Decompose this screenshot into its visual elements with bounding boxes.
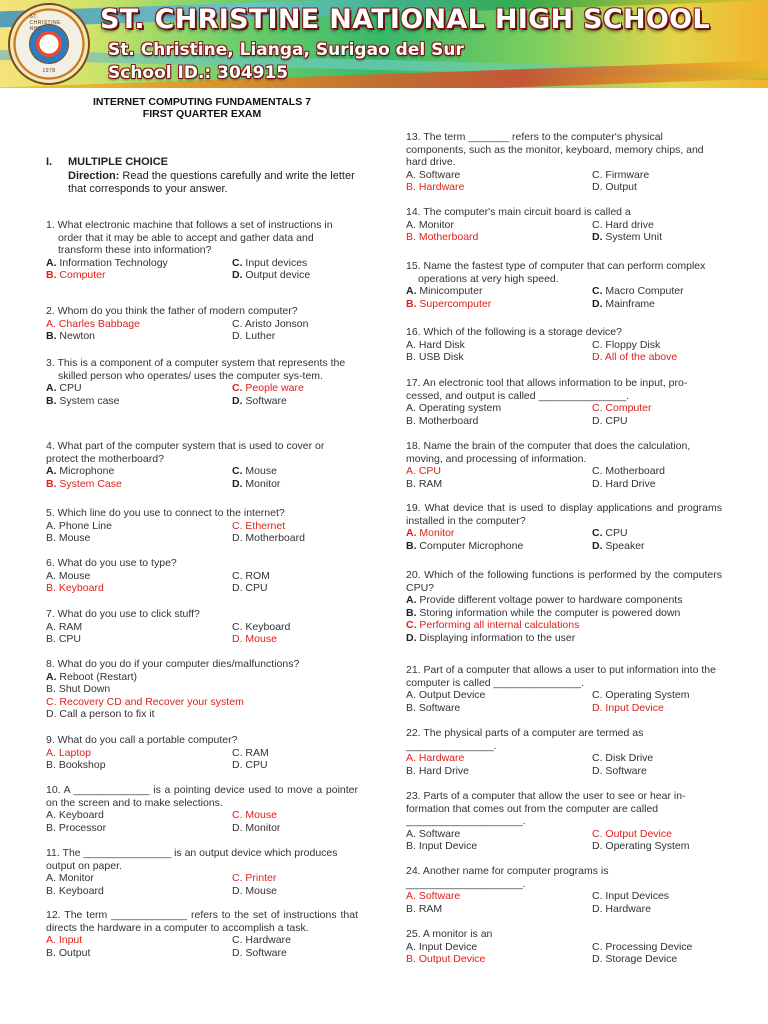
option-letter: D. — [232, 269, 243, 282]
answer-option: D. Mouse — [232, 884, 277, 897]
question-text: 6. What do you use to type? — [46, 557, 177, 569]
answer-options — [406, 594, 722, 644]
answer-option-correct: A. CPU — [406, 465, 442, 478]
answer-option-correct: C. Printer — [232, 872, 277, 885]
answer-option: D. CPU — [232, 582, 268, 595]
answer-option — [592, 540, 722, 553]
answer-option-correct: D. Mouse — [232, 633, 277, 646]
answer-option — [46, 465, 232, 478]
question-item — [46, 847, 358, 897]
answer-option: C. Input Devices — [592, 890, 670, 903]
answer-option — [46, 395, 232, 408]
answer-options — [406, 169, 722, 194]
question-text: 3. This is a component of a computer system that represents the skilled person who operates/ uses the computer sys-tem. — [46, 357, 346, 382]
question-item — [406, 664, 722, 714]
answer-option — [232, 465, 358, 478]
question-item — [406, 727, 722, 777]
answer-option: D. CPU — [232, 759, 268, 772]
question-text: 23. Parts of a computer that allow the user to see or hear in-formation that comes out from the computer are called ____________________. — [406, 790, 686, 828]
option-label: System case — [56, 394, 120, 407]
answer-option: C. Operating System — [592, 689, 690, 702]
option-letter: A. — [46, 256, 57, 269]
answer-option — [592, 285, 722, 298]
answer-option: A. Phone Line — [46, 519, 112, 532]
option-letter: B. — [46, 330, 57, 343]
answer-option: C. Floppy Disk — [592, 338, 661, 351]
answer-option-correct: B. Hardware — [406, 181, 465, 194]
answer-option — [46, 671, 358, 684]
option-letter: D. — [592, 539, 603, 552]
answer-option: B. RAM — [406, 902, 443, 915]
answer-option — [406, 594, 722, 607]
answer-option: D. Output — [592, 181, 637, 194]
answer-options — [406, 339, 722, 364]
section-multiple-choice — [46, 156, 356, 196]
question-text: 8. What do you do if your computer dies/malfunctions? — [46, 658, 300, 670]
question-item — [406, 502, 722, 552]
question-item — [406, 569, 722, 645]
answer-option: D. CPU — [592, 414, 628, 427]
answer-option: A. Output Device — [406, 689, 486, 702]
option-letter: A. — [46, 382, 57, 395]
answer-option: B. Software — [406, 701, 461, 714]
question-item — [46, 909, 358, 959]
answer-option: A. Software — [406, 168, 461, 181]
answer-option: B. Output — [46, 946, 91, 959]
answer-option-correct — [232, 382, 358, 395]
answer-option: C. Motherboard — [592, 465, 665, 478]
question-item — [406, 440, 722, 490]
option-label: Monitor — [242, 477, 281, 490]
answer-option-correct: B. Motherboard — [406, 231, 479, 244]
question-text: 1. What electronic machine that follows a set of instructions in order that it may be able to accept and gather data and transform these into information? — [46, 219, 333, 257]
answer-option — [406, 632, 722, 645]
answer-option — [232, 395, 358, 408]
school-address: St. Christine, Lianga, Surigao del Sur — [108, 40, 464, 60]
option-letter: A. — [46, 670, 57, 683]
option-letter: B. — [406, 539, 417, 552]
question-item — [46, 557, 358, 595]
answer-option-correct: A. Software — [406, 890, 461, 903]
option-letter: C. — [592, 285, 603, 298]
question-text: 4. What part of the computer system that is used to cover or protect the motherboard? — [46, 440, 325, 465]
question-item — [46, 658, 358, 721]
answer-options — [46, 382, 358, 407]
option-letter: B. — [46, 269, 57, 282]
option-label: Output device — [242, 269, 311, 282]
answer-option: A. Mouse — [46, 569, 91, 582]
answer-option-correct: A. Charles Babbage — [46, 317, 140, 330]
answer-option — [592, 527, 722, 540]
seal-top-text: ST. CHRISTINE NHS — [29, 14, 61, 32]
option-letter: C. — [232, 465, 243, 478]
answer-option: C. Hard drive — [592, 218, 654, 231]
section-title: MULTIPLE CHOICE — [68, 156, 169, 168]
answer-option — [46, 257, 232, 270]
answer-option-correct: A. Input — [46, 934, 83, 947]
option-label: People ware — [242, 382, 304, 395]
answer-option: C. Disk Drive — [592, 752, 654, 765]
option-letter: B. — [46, 394, 57, 407]
option-label: Computer — [56, 269, 106, 282]
option-label: Newton — [56, 330, 96, 343]
answer-options — [406, 285, 722, 310]
answer-option-correct: C. Output Device — [592, 827, 672, 840]
option-label: Mouse — [242, 465, 277, 478]
question-text: 13. The term _______ refers to the computer's physical components, such as the monitor, keyboard, memory chips, and hard drive. — [406, 131, 704, 169]
question-item — [46, 440, 358, 490]
question-text: 7. What do you use to click stuff? — [46, 608, 200, 620]
answer-option: B. CPU — [46, 633, 82, 646]
answer-option — [592, 298, 722, 311]
answer-option-correct: D. All of the above — [592, 351, 678, 364]
direction-text: Read the questions carefully and write the letter that corresponds to your answer. — [68, 170, 355, 195]
answer-option: B. Shut Down — [46, 683, 111, 696]
answer-option-correct: B. Keyboard — [46, 582, 104, 595]
school-banner — [0, 0, 768, 88]
answer-options — [406, 890, 722, 915]
answer-option: B. Hard Drive — [406, 764, 470, 777]
answer-option: A. Software — [406, 827, 461, 840]
question-item — [406, 260, 722, 310]
question-text: 5. Which line do you use to connect to the internet? — [46, 507, 285, 519]
option-letter: A. — [406, 594, 417, 607]
answer-option: D. Call a person to fix it — [46, 708, 155, 721]
seal-bottom-text: 1978 — [42, 68, 56, 74]
answer-options — [46, 621, 358, 646]
question-item — [406, 865, 722, 915]
option-label: Computer Microphone — [416, 539, 524, 552]
answer-options — [46, 465, 358, 490]
option-label: Minicomputer — [416, 285, 483, 298]
exam-quarter: FIRST QUARTER EXAM — [142, 108, 262, 120]
answer-options — [406, 527, 722, 552]
option-label: CPU — [56, 382, 82, 395]
question-text: 25. A monitor is an — [406, 928, 493, 940]
option-label: Information Technology — [56, 256, 168, 269]
question-text: 12. The term _____________ refers to the set of instructions that directs the hardware in a computer to accomplish a task. — [46, 909, 358, 934]
answer-options — [406, 752, 722, 777]
question-item — [406, 326, 722, 364]
question-text: 22. The physical parts of a computer are termed as _______________. — [406, 727, 644, 752]
answer-options — [46, 747, 358, 772]
answer-option — [232, 478, 358, 491]
school-id: School ID.: 304915 — [108, 63, 289, 83]
option-label: Reboot (Restart) — [56, 670, 138, 683]
option-letter: B. — [46, 477, 57, 490]
answer-option: A. Operating system — [406, 402, 502, 415]
answer-options — [46, 671, 358, 721]
option-label: Storing information while the computer is powered down — [416, 606, 681, 619]
answer-options — [406, 941, 722, 966]
answer-option-correct — [46, 269, 232, 282]
option-label: Provide different voltage power to hardware components — [416, 594, 683, 607]
answer-option-correct — [406, 527, 592, 540]
question-item — [46, 784, 358, 834]
question-item — [406, 928, 722, 966]
option-letter: A. — [406, 527, 417, 540]
question-item — [406, 206, 722, 244]
answer-option — [232, 269, 358, 282]
option-label: Speaker — [602, 539, 645, 552]
answer-option: B. RAM — [406, 477, 443, 490]
option-letter: C. — [232, 256, 243, 269]
answer-options — [46, 872, 358, 897]
option-letter: D. — [232, 394, 243, 407]
question-item — [46, 608, 358, 646]
option-label: Macro Computer — [602, 285, 684, 298]
answer-option — [592, 231, 722, 244]
answer-options — [406, 219, 722, 244]
answer-option-correct: A. Laptop — [46, 746, 91, 759]
option-letter: C. — [592, 527, 603, 540]
answer-option: C. Firmware — [592, 168, 650, 181]
question-text: 19. What device that is used to display applications and programs installed in the computer? — [406, 502, 722, 527]
answer-option — [406, 540, 592, 553]
answer-option-correct — [406, 298, 592, 311]
answer-option — [46, 330, 232, 343]
question-item — [406, 790, 722, 853]
answer-option-correct: C. Computer — [592, 402, 652, 415]
question-text: 21. Part of a computer that allows a user to put information into the computer is called _______________. — [406, 664, 716, 689]
answer-option: D. Software — [232, 946, 287, 959]
answer-option: A. Monitor — [46, 872, 94, 885]
option-letter: A. — [46, 465, 57, 478]
question-text: 24. Another name for computer programs is ____________________. — [406, 865, 609, 890]
option-label: Displaying information to the user — [416, 631, 576, 644]
question-text: 18. Name the brain of the computer that does the calculation, moving, and processing of information. — [406, 440, 691, 465]
question-item — [46, 305, 358, 343]
option-letter: D. — [592, 231, 603, 244]
answer-option: B. USB Disk — [406, 351, 464, 364]
answer-option: B. Input Device — [406, 840, 478, 853]
option-letter: C. — [232, 382, 243, 395]
answer-options — [46, 257, 358, 282]
answer-option: D. Hardware — [592, 902, 651, 915]
answer-option: C. RAM — [232, 746, 269, 759]
answer-option-correct — [406, 619, 722, 632]
school-seal-icon — [8, 3, 90, 85]
answer-option: A. RAM — [46, 620, 83, 633]
question-text: 15. Name the fastest type of computer that can perform complex operations at very high speed. — [406, 260, 706, 285]
question-item — [46, 357, 358, 407]
option-label: Supercomputer — [416, 297, 492, 310]
option-letter: B. — [406, 606, 417, 619]
question-item — [46, 219, 358, 282]
answer-option: D. Software — [592, 764, 647, 777]
answer-options — [406, 689, 722, 714]
question-text: 20. Which of the following functions is performed by the computers CPU? — [406, 569, 722, 594]
answer-options — [46, 809, 358, 834]
option-letter: C. — [406, 619, 417, 632]
answer-option — [406, 607, 722, 620]
answer-option: B. Bookshop — [46, 759, 106, 772]
question-item — [46, 507, 358, 545]
option-letter: D. — [232, 477, 243, 490]
option-label: Monitor — [416, 527, 455, 540]
exam-title — [62, 96, 342, 120]
option-letter: D. — [592, 297, 603, 310]
answer-option: B. Keyboard — [46, 884, 104, 897]
question-text: 9. What do you call a portable computer? — [46, 734, 238, 746]
option-label: Mainframe — [602, 297, 656, 310]
answer-option: B. Motherboard — [406, 414, 479, 427]
answer-option: D. Operating System — [592, 840, 690, 853]
answer-options — [46, 570, 358, 595]
question-text: 14. The computer's main circuit board is called a — [406, 206, 631, 218]
answer-option: C. Processing Device — [592, 940, 693, 953]
option-label: CPU — [602, 527, 628, 540]
answer-options — [406, 828, 722, 853]
question-text: 10. A _____________ is a pointing device used to move a pointer on the screen and to make selections. — [46, 784, 358, 809]
option-label: Performing all internal calculations — [416, 619, 580, 632]
option-letter: A. — [406, 285, 417, 298]
exam-subject: INTERNET COMPUTING FUNDAMENTALS 7 — [93, 96, 311, 108]
answer-option-correct: B. Output Device — [406, 953, 486, 966]
option-label: System Case — [56, 477, 122, 490]
answer-option: B. Mouse — [46, 532, 91, 545]
answer-option: C. Keyboard — [232, 620, 291, 633]
answer-option: D. Storage Device — [592, 953, 678, 966]
question-item — [406, 377, 722, 427]
answer-options — [406, 465, 722, 490]
answer-options — [46, 520, 358, 545]
question-text: 17. An electronic tool that allows information to be input, pro-cessed, and output is called _______________. — [406, 377, 688, 402]
answer-option: D. Hard Drive — [592, 477, 656, 490]
school-name: ST. CHRISTINE NATIONAL HIGH SCHOOL — [100, 4, 710, 35]
answer-option: A. Keyboard — [46, 809, 104, 822]
answer-option-correct: C. Ethernet — [232, 519, 286, 532]
answer-option-correct: C. Recovery CD and Recover your system — [46, 695, 244, 708]
answer-option: A. Monitor — [406, 218, 454, 231]
answer-option — [406, 285, 592, 298]
answer-option: A. Input Device — [406, 940, 478, 953]
answer-option: D. Monitor — [232, 821, 281, 834]
answer-options — [46, 318, 358, 343]
option-label: Software — [242, 394, 287, 407]
option-label: Input devices — [242, 256, 308, 269]
direction-label: Direction: — [68, 170, 120, 182]
answer-option-correct: A. Hardware — [406, 752, 465, 765]
answer-option: C. ROM — [232, 569, 270, 582]
answer-option — [46, 382, 232, 395]
section-direction — [68, 170, 356, 196]
question-item — [46, 734, 358, 772]
answer-option: B. Processor — [46, 821, 107, 834]
answer-options — [46, 934, 358, 959]
answer-option-correct: D. Input Device — [592, 701, 664, 714]
answer-options — [406, 402, 722, 427]
answer-option: C. Hardware — [232, 934, 291, 947]
answer-option-correct — [46, 478, 232, 491]
answer-option: D. Motherboard — [232, 532, 305, 545]
answer-option-correct: C. Mouse — [232, 809, 277, 822]
answer-option: A. Hard Disk — [406, 338, 465, 351]
option-letter: D. — [406, 631, 417, 644]
question-text: 11. The _______________ is an output device which produces output on paper. — [46, 847, 338, 872]
option-label: Microphone — [56, 465, 115, 478]
option-label: System Unit — [602, 231, 663, 244]
answer-option: D. Luther — [232, 330, 276, 343]
section-number: I. — [46, 156, 53, 168]
answer-option: C. Aristo Jonson — [232, 317, 309, 330]
answer-option — [232, 257, 358, 270]
option-letter: B. — [406, 297, 417, 310]
question-item — [406, 131, 722, 194]
question-text: 2. Whom do you think the father of modern computer? — [46, 305, 298, 317]
question-text: 16. Which of the following is a storage device? — [406, 326, 622, 338]
